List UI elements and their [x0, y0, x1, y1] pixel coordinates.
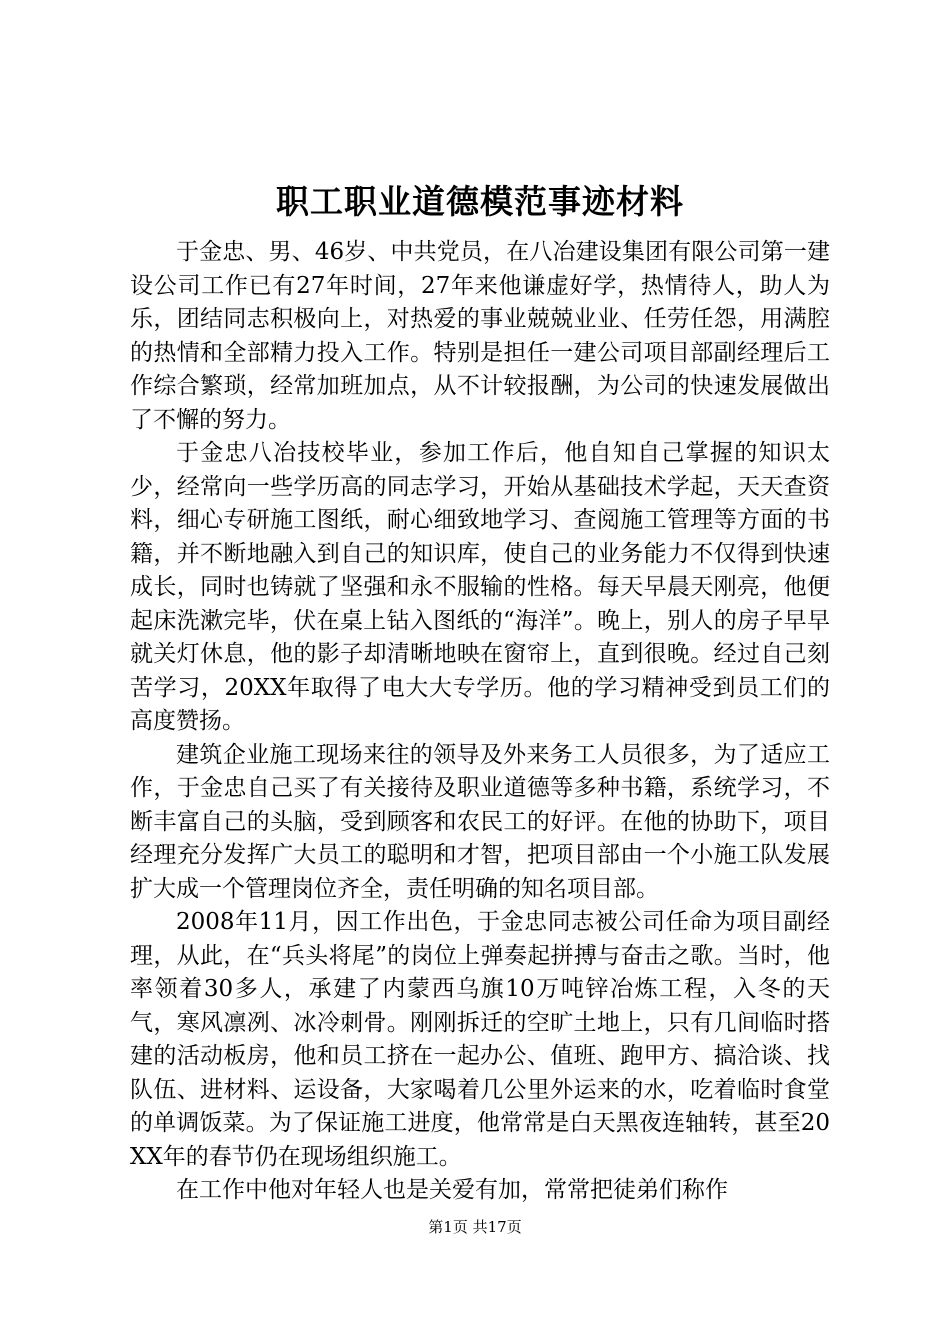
paragraph-2: 于金忠八冶技校毕业，参加工作后，他自知自己掌握的知识太少，经常向一些学历高的同志学习，开始从基础技术学起，天天查资料，细心专研施工图纸，耐心细致地学习、查阅施工管理等方面的书籍，并不断地融入到自己的知识库，使自己的业务能力不仅得到快速成长，同时也铸就了坚强和永不服输的性格。每天早晨天刚亮，他便起床洗漱完毕，伏在桌上钻入图纸的“海洋”。晚上，别人的房子早早就关灯休息，他的影子却清晰地映在窗帘上，直到很晚。经过自己刻苦学习，20XX年取得了电大大专学历。他的学习精神受到员工们的高度赞扬。	[130, 440, 830, 734]
page-footer: 第1页 共17页	[428, 1218, 522, 1236]
paragraph-1: 于金忠、男、46岁、中共党员，在八冶建设集团有限公司第一建设公司工作已有27年时间，27年来他谦虚好学，热情待人，助人为乐，团结同志积极向上，对热爱的事业兢兢业业、任劳任怨，用满腔的热情和全部精力投入工作。特别是担任一建公司项目部副经理后工作综合繁琐，经常加班加点，从不计较报酬，为公司的快速发展做出了不懈的努力。	[130, 239, 830, 433]
paragraph-3: 建筑企业施工现场来往的领导及外来务工人员很多，为了适应工作，于金忠自己买了有关接待及职业道德等多种书籍，系统学习，不断丰富自己的头脑，受到顾客和农民工的好评。在他的协助下，项目经理充分发挥广大员工的聪明和才智，把项目部由一个小施工队发展扩大成一个管理岗位齐全，责任明确的知名项目部。	[130, 741, 830, 902]
paragraph-4: 2008年11月，因工作出色，于金忠同志被公司任命为项目副经理，从此，在“兵头将尾”的岗位上弹奏起拼搏与奋击之歌。当时，他率领着30多人，承建了内蒙西乌旗10万吨锌冶炼工程，入冬的天气，寒风凛冽、冰冷刺骨。刚刚拆迁的空旷土地上，只有几间临时搭建的活动板房，他和员工挤在一起办公、值班、跑甲方、搞洽谈、找队伍、进材料、运设备，大家喝着几公里外运来的水，吃着临时食堂的单调饭菜。为了保证施工进度，他常常是白天黑夜连轴转，甚至20XX年的春节仍在现场组织施工。	[130, 909, 830, 1170]
document-page	[130, 180, 830, 1208]
paragraph-5: 在工作中他对年轻人也是关爱有加，常常把徒弟们称作	[176, 1177, 728, 1203]
document-title: 职工职业道德模范事迹材料	[276, 182, 684, 221]
